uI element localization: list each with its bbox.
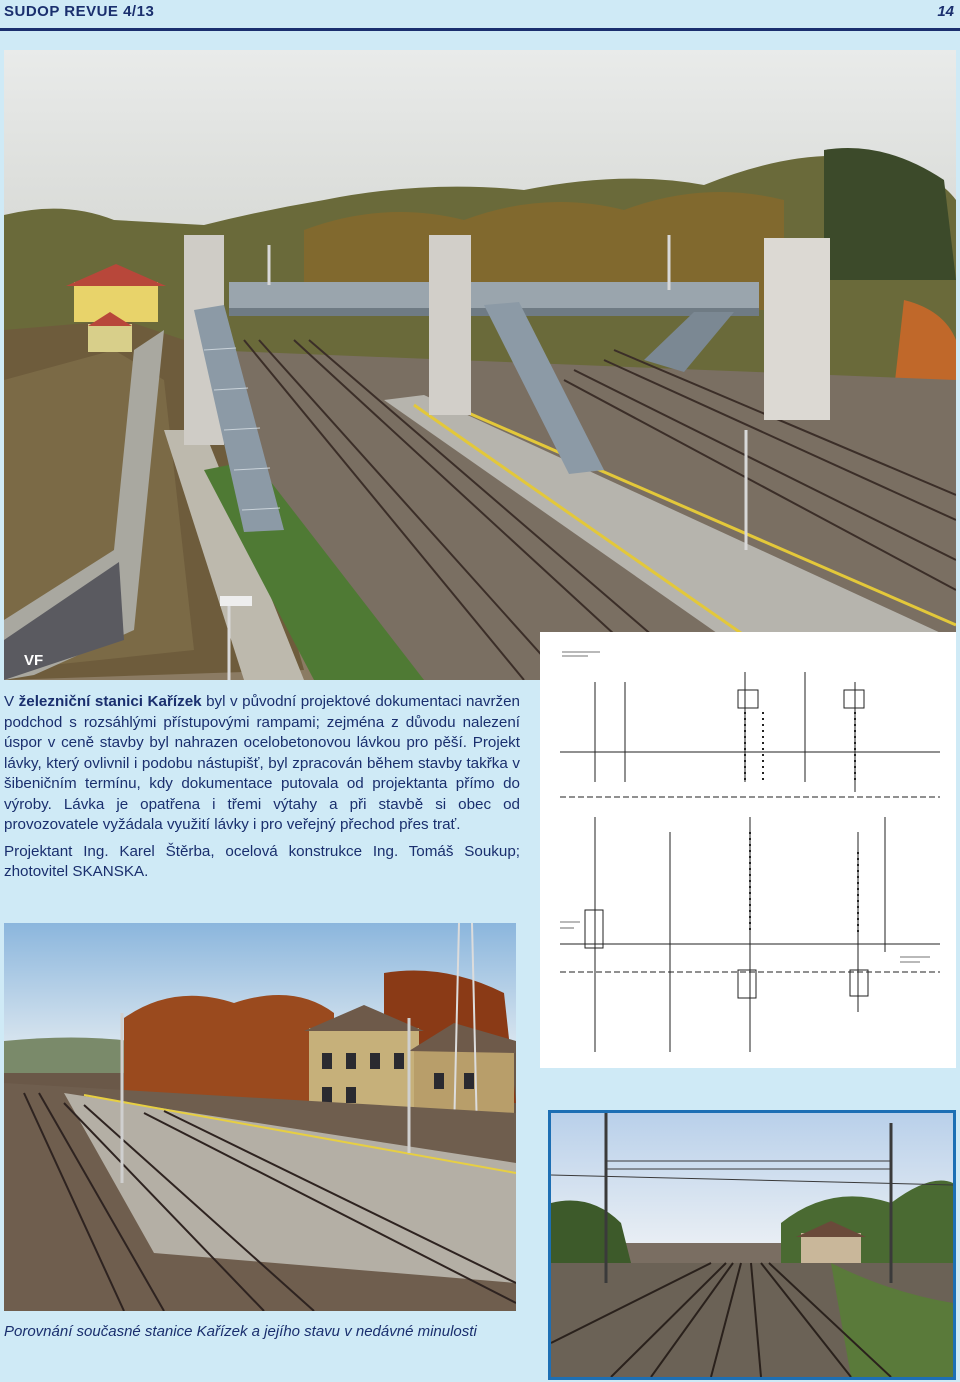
photo-station-past <box>548 1110 956 1380</box>
station-name: železniční stanici Kařízek <box>18 693 202 710</box>
page-number: 14 <box>937 3 954 20</box>
journal-title: SUDOP REVUE 4/13 <box>4 3 155 20</box>
photo-footbridge <box>4 50 956 680</box>
page-header <box>0 0 960 31</box>
article-paragraph-2: Projektant Ing. Karel Štěrba, ocelová konstrukce Ing. Tomáš Soukup; zhotovitel SKANSKA. <box>4 842 520 880</box>
technical-drawing <box>540 632 956 1068</box>
article-body <box>4 692 520 889</box>
article-paragraph-1: V železniční stanici Kařízek byl v původní projektové dokumentaci navržen podchod s rozsáhlými přístupovými rampami; zejména z důvodu nalezení úspor v ceně stavby byl nahrazen ocelobetonovou lávkou pro pěší. Projekt lávky, který ovlivnil i podobu nástupišť, byl zpracován během stavby takřka v šibeničním termínu, kdy dokumentace putovala od projektanta přímo do výroby. Lávka je opatřena i třemi výtahy a při stavbě si obec od provozovatele vyžádala využití lávky i pro veřejný přechod přes trať. <box>4 693 520 833</box>
photo-label: VF <box>24 652 44 669</box>
photo-station-present <box>4 923 516 1311</box>
photo-caption: Porovnání současné stanice Kařízek a jejího stavu v nedávné minulosti <box>4 1323 477 1340</box>
